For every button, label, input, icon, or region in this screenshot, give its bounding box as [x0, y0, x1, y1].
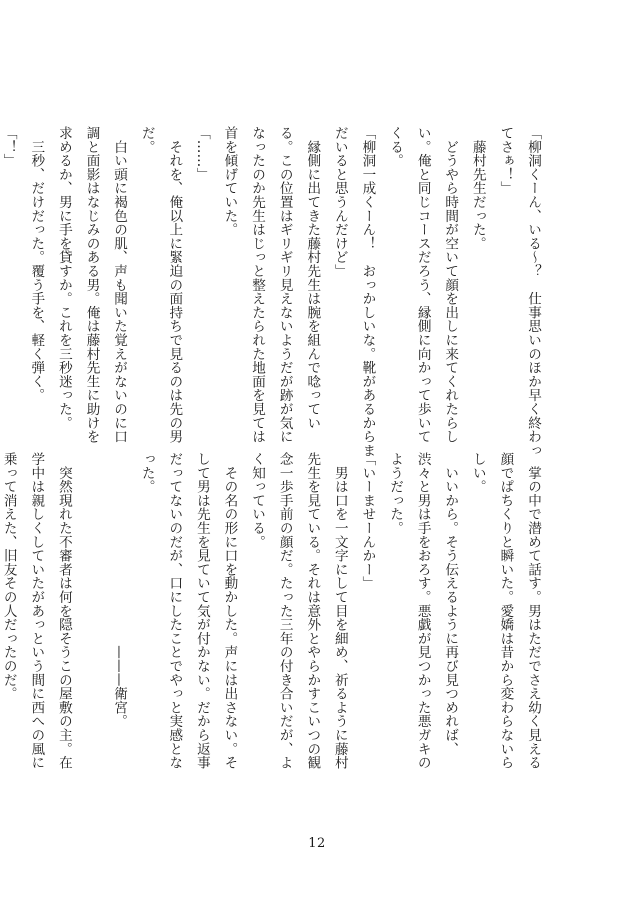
- text-line: 渋々と男は手をおろす。悪戯が見つかった悪ガキの: [414, 452, 431, 770]
- text-line: 「柳洞一成くーん！ おっかしいな。靴があるからま: [359, 126, 376, 458]
- text-line: 顔でぱちくりと瞬いた。愛嬌は昔から変わらないら: [497, 452, 514, 770]
- lower-text-block: [0, 452, 546, 770]
- text-line: それを、俺以上に緊迫の面持ちで見るのは先の男: [166, 126, 183, 444]
- text-line: 先生を見ている。それは意外とやらかすこいつの観: [304, 452, 321, 770]
- text-line: 学中は親しくしていたがあっという間に西への風に: [28, 452, 45, 770]
- text-line: その名の形に口を動かした。声には出さない。そ: [221, 452, 238, 770]
- text-line: だってないのだが、口にしたことでやっと実感とな: [166, 452, 183, 770]
- text-line: い。俺と同じコースだろう、縁側に向かって歩いて: [414, 126, 431, 444]
- text-line: 「いーませーんかー」: [359, 452, 376, 590]
- text-line: しい。: [469, 452, 486, 494]
- text-line: 突然現れた不審者は何を隠そうこの屋敷の主。在: [55, 452, 72, 770]
- text-line: 乗って消えた、旧友その人だったのだ。: [0, 452, 17, 701]
- upper-text-block: [0, 126, 546, 458]
- text-line: なったのか先生はじっと整えたられた地面を見ては: [249, 126, 266, 444]
- text-line: ようだった。: [387, 452, 404, 535]
- text-line: てさぁ！」: [497, 126, 514, 195]
- text-line: だいると思うんだけど」: [331, 126, 348, 278]
- text-line: だ。: [138, 126, 155, 154]
- text-line: 調と面影はなじみのある男。俺は藤村先生に助けを: [83, 126, 100, 444]
- text-line: く知っている。: [249, 452, 266, 549]
- text-line: [77, 452, 105, 752]
- text-line: 三秒、だけだった。覆う手を、軽く弾く。: [28, 126, 45, 402]
- text-line: 「……」: [193, 126, 210, 182]
- text-line: った。: [138, 452, 155, 494]
- text-line: ———衛宮。: [111, 452, 128, 728]
- text-line: 掌の中で潜めて話す。男はただでさえ幼く見える: [525, 452, 541, 770]
- page-number: 12: [308, 836, 326, 851]
- text-line: る。この位置はギリギリ見えないようだが跡が気に: [276, 126, 293, 444]
- text-line: くる。: [387, 126, 404, 168]
- text-line: 首を傾げていた。: [221, 126, 238, 237]
- text-line: 男は口を一文字にして目を細め、祈るように藤村: [331, 452, 348, 770]
- text-line: 「！」: [0, 126, 17, 168]
- text-line: 念一歩手前の顔だ。たった三年の付き合いだが、よ: [276, 452, 293, 770]
- text-line: どうやら時間が空いて顔を出しに来てくれたらし: [442, 126, 459, 444]
- text-line: 白い頭に褐色の肌、声も聞いた覚えがないのに口: [111, 126, 128, 444]
- text-line: いいから。そう伝えるように再び見つめれば、: [442, 452, 459, 756]
- text-line: 求めるか、男に手を貸すか。これを三秒迷った。: [55, 126, 72, 430]
- text-line: 縁側に出てきた藤村先生は腕を組んで唸ってい: [304, 126, 321, 430]
- text-line: して男は先生を見ていて気が付かない。だから返事: [193, 452, 210, 770]
- text-line: 藤村先生だった。: [469, 126, 486, 251]
- text-line: 「柳洞くーん、いる〜？ 仕事思いのほか早く終わっ: [525, 126, 541, 458]
